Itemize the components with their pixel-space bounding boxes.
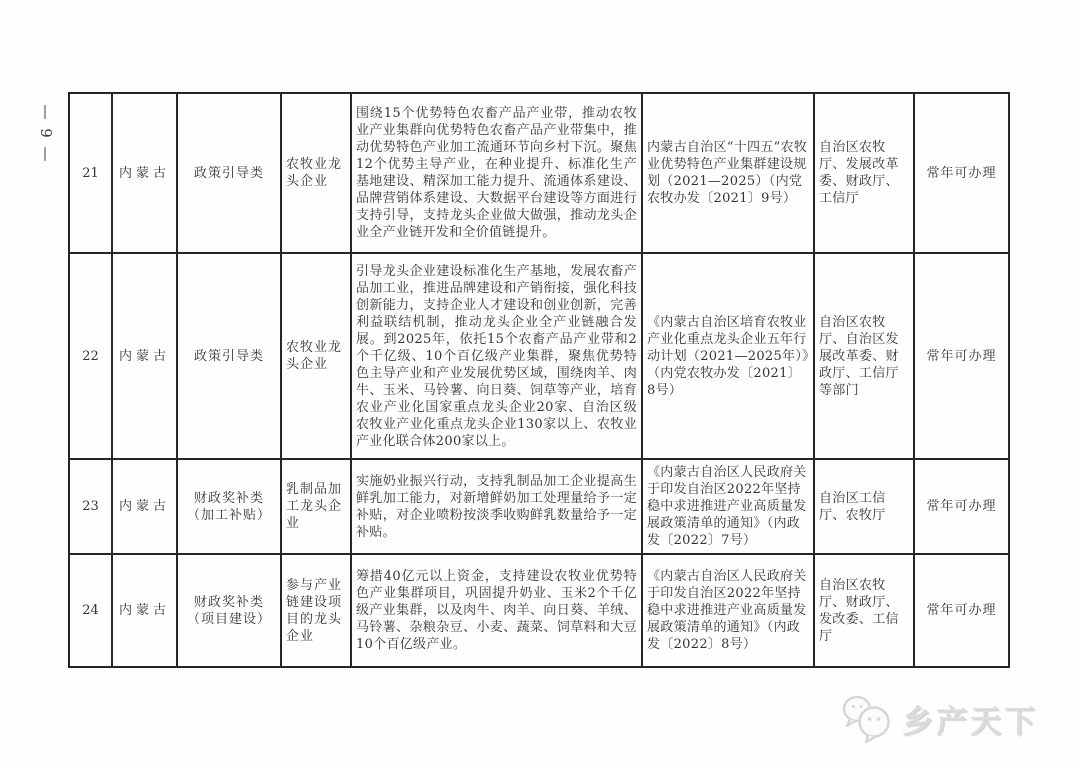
page-number: — 9 — [37,104,55,164]
cell-description: 围绕15个优势特色农畜产品产业带，推动农牧业产业集群向优势特色农畜产品产业带集中，推动优势特色产业加工流通环节向乡村下沉。聚焦12个优势主导产业，在种业提升、标准化生产基地建设、精深加工能力提升、流通体系建设、品牌营销体系建设、大数据平台建设等方面进行支持引导，支持龙头企业做大做强，推动龙头企业全产业链开发和全价值链提升。 [351,93,642,253]
table-row [69,459,1009,554]
cell-seq: 23 [69,459,112,554]
cell-description: 筹措40亿元以上资金，支持建设农牧业优势特色产业集群项目，巩固提升奶业、玉米2个千亿级产业集群，以及肉牛、肉羊、向日葵、羊绒、马铃薯、杂粮杂豆、小麦、蔬菜、饲草料和大豆10个百亿级产业。 [351,554,642,667]
watermark [838,691,1038,745]
cell-policy-type: 财政奖补类（项目建设） [177,554,281,667]
table-row [69,93,1009,253]
cell-availability: 常年可办理 [914,93,1009,253]
cell-enterprise: 乳制品加工龙头企业 [281,459,351,554]
cell-description: 实施奶业振兴行动，支持乳制品加工企业提高生鲜乳加工能力，对新增鲜奶加工处理量给予一定补贴，对企业喷粉按淡季收购鲜乳数量给予一定补贴。 [351,459,642,554]
watermark-text: 乡产天下 [902,703,1038,740]
cell-seq: 24 [69,554,112,667]
cell-enterprise: 农牧业龙头企业 [281,253,351,459]
cell-seq: 22 [69,253,112,459]
cell-policy-type: 政策引导类 [177,93,281,253]
cell-enterprise: 农牧业龙头企业 [281,93,351,253]
cell-departments: 自治区工信厅、农牧厅 [814,459,914,554]
policy-table [68,92,1010,668]
cell-document: 内蒙古自治区“十四五”农牧业优势特色产业集群建设规划（2021—2025）（内党农牧办发〔2021〕9号） [642,93,814,253]
cell-description: 引导龙头企业建设标准化生产基地，发展农畜产品加工业，推进品牌建设和产销衔接，强化科技创新能力，支持企业人才建设和创业创新，完善利益联结机制，推动龙头企业全产业链融合发展。到2025年，依托15个农畜产品产业带和2个千亿级、10个百亿级产业集群，聚焦优势特色主导产业和产业发展优势区域，围绕肉羊、肉牛、玉米、马铃薯、向日葵、饲草等产业，培育农业产业化国家重点龙头企业20家、自治区级农牧业产业化重点龙头企业130家以上、农牧业产业化联合体200家以上。 [351,253,642,459]
cell-enterprise: 参与产业链建设项目的龙头企业 [281,554,351,667]
cell-region: 内蒙古 [112,253,177,459]
chat-bubbles-icon [838,691,894,745]
cell-seq: 21 [69,93,112,253]
table-row [69,554,1009,667]
cell-departments: 自治区农牧厅、财政厅、发改委、工信厅 [814,554,914,667]
cell-document: 《内蒙古自治区人民政府关于印发自治区2022年坚持稳中求进推进产业高质量发展政策清单的通知》（内政发〔2022〕7号） [642,459,814,554]
cell-region: 内蒙古 [112,459,177,554]
cell-departments: 自治区农牧厅、发展改革委、财政厅、工信厅 [814,93,914,253]
cell-policy-type: 财政奖补类（加工补贴） [177,459,281,554]
cell-availability: 常年可办理 [914,253,1009,459]
cell-availability: 常年可办理 [914,554,1009,667]
cell-region: 内蒙古 [112,554,177,667]
table-row [69,253,1009,459]
cell-availability: 常年可办理 [914,459,1009,554]
cell-region: 内蒙古 [112,93,177,253]
cell-document: 《内蒙古自治区人民政府关于印发自治区2022年坚持稳中求进推进产业高质量发展政策清单的通知》（内政发〔2022〕8号） [642,554,814,667]
cell-document: 《内蒙古自治区培育农牧业产业化重点龙头企业五年行动计划（2021—2025年）》（内党农牧办发〔2021〕8号） [642,253,814,459]
cell-policy-type: 政策引导类 [177,253,281,459]
cell-departments: 自治区农牧厅、自治区发展改革委、财政厅、工信厅等部门 [814,253,914,459]
